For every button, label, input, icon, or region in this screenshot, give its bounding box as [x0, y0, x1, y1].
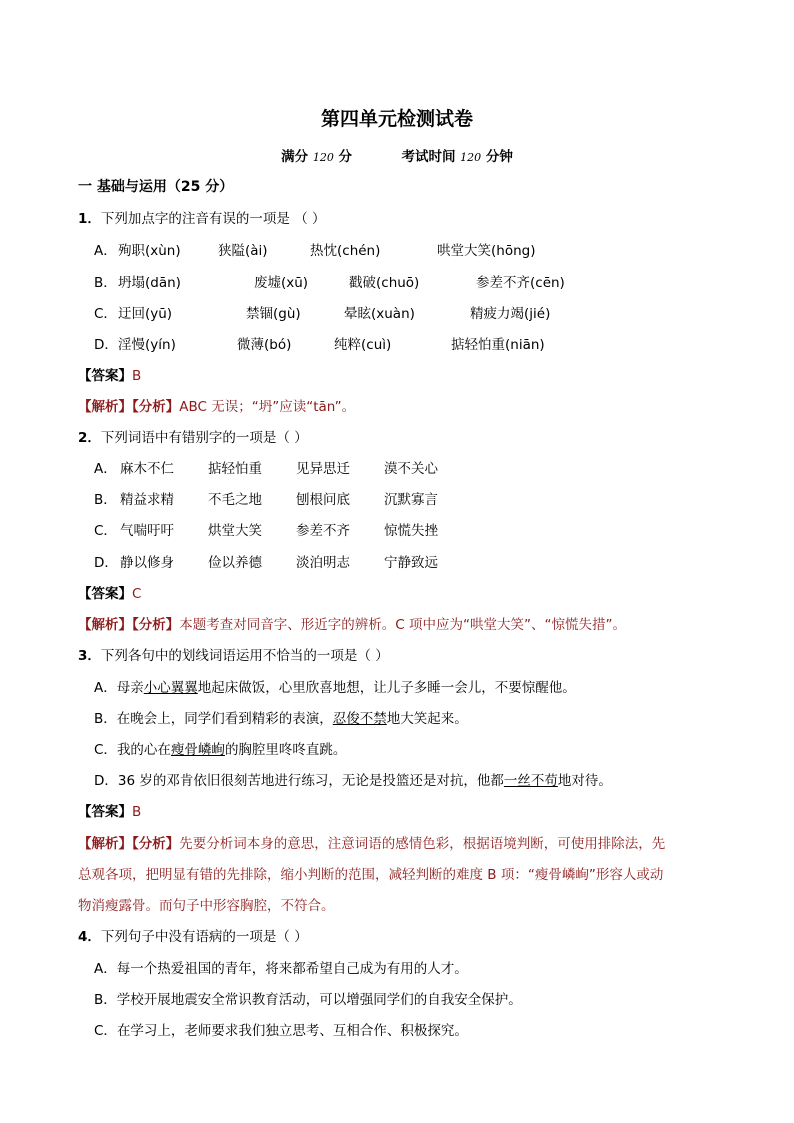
explanation-line: 物消瘦露骨。而句子中形容胸腔，不符合。	[78, 898, 335, 914]
option-item: 静以修身	[120, 555, 174, 571]
underlined-phrase: 瘦骨嶙峋	[170, 742, 225, 758]
question-number: 1．	[78, 211, 101, 227]
option-text: 地大笑起来。	[386, 711, 468, 727]
question-1	[78, 207, 326, 227]
q4-option-b	[94, 988, 522, 1008]
option-item: 热忱(chén)	[310, 243, 381, 259]
option-item: 烘堂大笑	[208, 523, 262, 539]
option-item: 晕眩(xuàn)	[344, 306, 415, 322]
answer-value: B	[132, 368, 142, 384]
option-item: 麻木不仁	[120, 461, 174, 477]
explanation-tag: 【解析】【分析】	[78, 617, 180, 633]
option-item: 刨根问底	[296, 492, 350, 508]
option-item: 坍塌(dān)	[118, 275, 181, 291]
option-label: D．	[94, 555, 118, 571]
explanation-tag: 【解析】【分析】	[78, 836, 180, 852]
option-item: 俭以养德	[208, 555, 262, 571]
question-3	[78, 644, 389, 664]
q1-option-b	[94, 271, 117, 291]
question-4	[78, 925, 308, 945]
q3-option-b	[94, 707, 468, 727]
answer-tag: 【答案】	[78, 804, 132, 820]
option-item: 禁锢(gù)	[246, 306, 301, 322]
answer-line	[78, 800, 141, 820]
option-item: 惊慌失挫	[384, 523, 438, 539]
option-item: 淫慢(yín)	[118, 337, 176, 353]
option-label: C．	[94, 306, 117, 322]
q1-option-d	[94, 333, 118, 353]
option-label: B．	[94, 492, 117, 508]
question-2	[78, 426, 308, 446]
page-title: 第四单元检测试卷	[320, 108, 473, 130]
option-label: C．	[94, 1023, 117, 1039]
underlined-phrase: 忍俊不禁	[332, 711, 387, 727]
option-item: 气喘吁吁	[120, 523, 174, 539]
score-label: 满分	[281, 149, 309, 165]
option-item: 精益求精	[120, 492, 174, 508]
option-label: C．	[94, 742, 117, 758]
option-item: 狭隘(ài)	[218, 243, 268, 259]
q3-option-a	[94, 676, 576, 696]
q3-option-d	[94, 769, 612, 789]
option-label: A．	[94, 461, 117, 477]
option-text: 的胸腔里咚咚直跳。	[224, 742, 347, 758]
option-text: 36 岁的邓肯依旧很刻苦地进行练习，无论是投篮还是对抗，他都	[117, 773, 504, 789]
question-stem: 下列加点字的注音有误的一项是 （ ）	[100, 211, 326, 227]
q3-option-c	[94, 738, 346, 758]
option-text: 学校开展地震安全常识教育活动，可以增强同学们的自我安全保护。	[116, 992, 522, 1008]
option-item: 沉默寡言	[384, 492, 438, 508]
option-item: 掂轻怕重	[208, 461, 262, 477]
explanation-line	[78, 395, 355, 415]
explanation-text: ABC 无误；“坍”应读“tān”。	[179, 399, 356, 415]
option-item: 哄堂大笑(hōng)	[437, 243, 536, 259]
option-text: 地对待。	[557, 773, 612, 789]
question-stem: 下列词语中有错别字的一项是（ ）	[100, 430, 308, 446]
q1-option-c	[94, 302, 117, 322]
option-label: B．	[94, 275, 117, 291]
answer-tag: 【答案】	[78, 586, 132, 602]
option-item: 漠不关心	[384, 461, 438, 477]
q4-option-c	[94, 1019, 468, 1039]
time-value: 120	[460, 151, 482, 164]
answer-tag: 【答案】	[78, 368, 132, 384]
option-label: B．	[94, 711, 117, 727]
option-item: 见异思迁	[296, 461, 350, 477]
time-unit: 分钟	[485, 149, 513, 165]
explanation-line	[78, 613, 626, 633]
option-label: A．	[94, 243, 117, 259]
score-value: 120	[312, 151, 334, 164]
question-number: 2．	[78, 430, 101, 446]
underlined-phrase: 小心翼翼	[143, 680, 198, 696]
explanation-text: 先要分析词本身的意思，注意词语的感情色彩，根据语境判断，可使用排除法，先	[179, 836, 666, 852]
option-item: 微薄(bó)	[237, 337, 292, 353]
q1-option-a	[94, 239, 117, 259]
option-item: 掂轻怕重(niān)	[451, 337, 545, 353]
question-number: 4．	[78, 929, 101, 945]
option-label: C．	[94, 523, 117, 539]
time-label: 考试时间	[401, 149, 456, 165]
underlined-phrase: 一丝不苟	[503, 773, 558, 789]
option-item: 参差不齐	[296, 523, 350, 539]
option-text: 我的心在	[116, 742, 171, 758]
option-label: A．	[94, 961, 117, 977]
q4-option-a	[94, 957, 468, 977]
option-item: 迂回(yū)	[118, 306, 173, 322]
score-unit: 分	[338, 149, 353, 165]
option-text: 每一个热爱祖国的青年，将来都希望自己成为有用的人才。	[116, 961, 468, 977]
option-label: A．	[94, 680, 117, 696]
option-text: 母亲	[116, 680, 144, 696]
option-item: 纯粹(cuì)	[334, 337, 392, 353]
option-label: B．	[94, 992, 117, 1008]
option-item: 废墟(xū)	[254, 275, 309, 291]
option-item: 精疲力竭(jié)	[470, 306, 551, 322]
answer-line	[78, 582, 141, 602]
answer-value: C	[132, 586, 142, 602]
option-item: 参差不齐(cēn)	[476, 275, 565, 291]
explanation-text: 本题考查对同音字、形近字的辨析。C 项中应为“哄堂大笑”、“惊慌失措”。	[179, 617, 626, 633]
explanation-line: 总观各项，把明显有错的先排除，缩小判断的范围，减轻判断的难度 B 项：“瘦骨嶙峋”形容人或动	[78, 867, 664, 883]
option-item: 不毛之地	[208, 492, 262, 508]
option-text: 在学习上，老师要求我们独立思考、互相合作、积极探究。	[116, 1023, 468, 1039]
option-item: 戳破(chuō)	[349, 275, 420, 291]
option-text: 地起床做饭，心里欣喜地想，让儿子多睡一会儿，不要惊醒他。	[197, 680, 576, 696]
option-item: 宁静致远	[384, 555, 438, 571]
answer-line	[78, 364, 141, 384]
explanation-line	[78, 832, 665, 852]
question-number: 3．	[78, 648, 101, 664]
explanation-tag: 【解析】【分析】	[78, 399, 180, 415]
option-item: 淡泊明志	[296, 555, 350, 571]
question-stem: 下列各句中的划线词语运用不恰当的一项是（ ）	[100, 648, 389, 664]
option-item: 殉职(xùn)	[118, 243, 181, 259]
answer-value: B	[132, 804, 142, 820]
section-heading: 一 基础与运用（25 分）	[78, 179, 234, 195]
option-label: D．	[94, 773, 118, 789]
question-stem: 下列句子中没有语病的一项是（ ）	[100, 929, 308, 945]
option-label: D．	[94, 337, 118, 353]
exam-meta	[0, 145, 794, 165]
option-text: 在晚会上，同学们看到精彩的表演，	[116, 711, 333, 727]
